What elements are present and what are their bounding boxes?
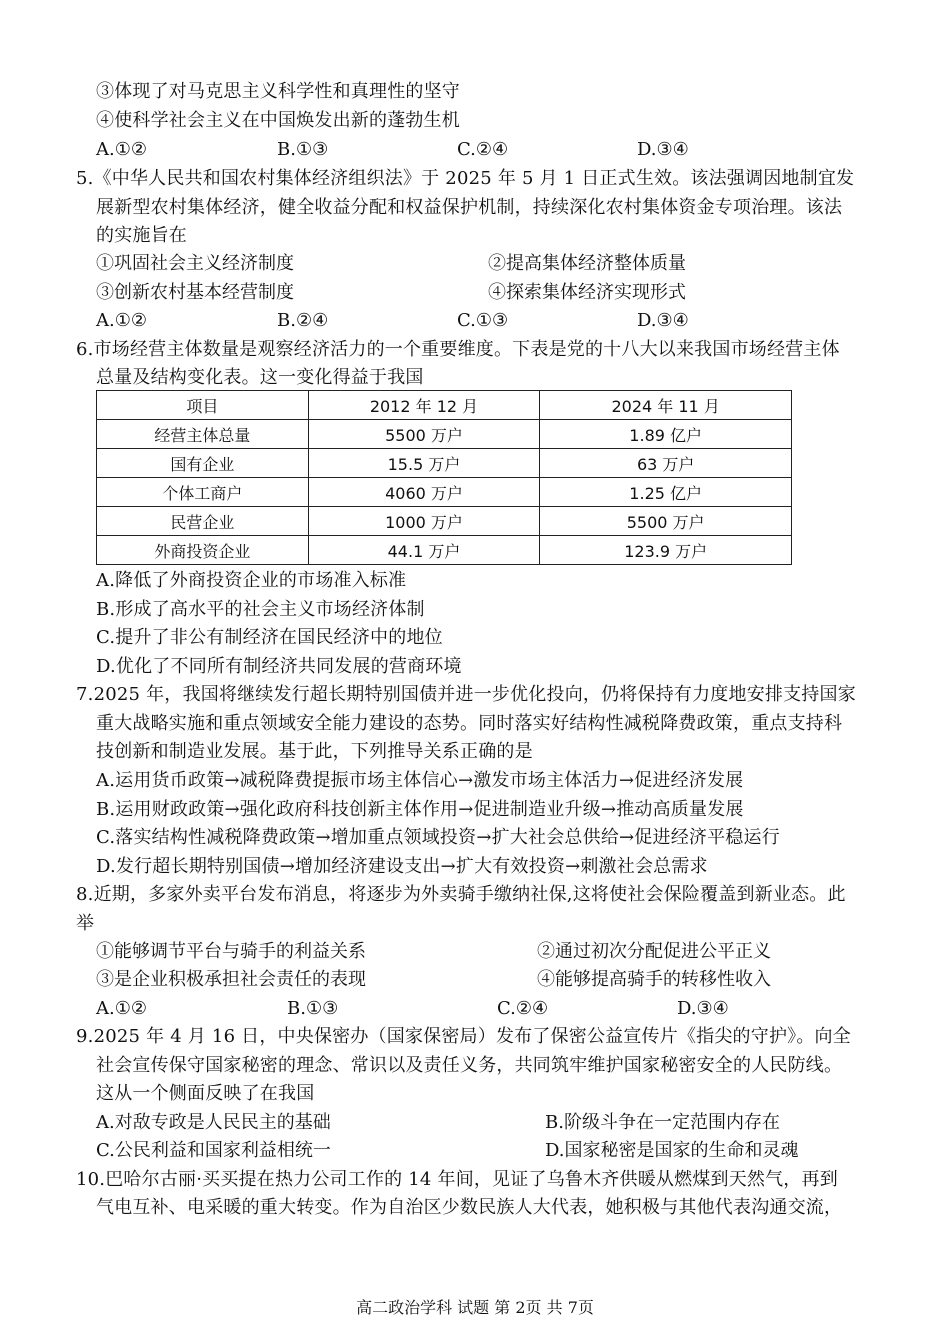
table-cell: 1.25 亿户 [540,478,792,507]
q9-option-d: D.国家秘密是国家的生命和灵魂 [545,1140,799,1161]
q8-option-c: C.②④ [497,998,549,1019]
q5-option-d: D.③④ [637,310,689,331]
table-cell: 民营企业 [97,507,309,536]
q4-statement-3: ③体现了对马克思主义科学性和真理性的坚守 [96,81,460,102]
table-row [97,507,792,536]
q6-option-d: D.优化了不同所有制经济共同发展的营商环境 [96,656,462,677]
table-cell: 15.5 万户 [308,449,540,478]
q7-option-d: D.发行超长期特别国债→增加经济建设支出→扩大有效投资→刺激社会总需求 [96,856,708,877]
q8-statement-2: ②通过初次分配促进公平正义 [537,941,771,962]
q7-option-c: C.落实结构性减税降费政策→增加重点领域投资→扩大社会总供给→促进经济平稳运行 [96,827,780,848]
q6-option-a: A.降低了外商投资企业的市场准入标准 [96,570,407,591]
table-cell: 1000 万户 [308,507,540,536]
q5-statement-3: ③创新农村基本经营制度 [96,282,294,303]
page-footer: 高二政治学科 试题 第 2页 共 7页 [356,1298,594,1317]
q9-option-a: A.对敌专政是人民民主的基础 [96,1112,331,1133]
q9-option-b: B.阶级斗争在一定范围内存在 [545,1112,780,1133]
q10-stem-line-2: 气电互补、电采暖的重大转变。作为自治区少数民族人大代表，她积极与其他代表沟通交流， [96,1197,843,1218]
q6-option-c: C.提升了非公有制经济在国民经济中的地位 [96,627,443,648]
q4-option-b: B.①③ [277,139,329,160]
q5-statement-4: ④探索集体经济实现形式 [488,282,686,303]
q9-stem-line-1: 9.2025 年 4 月 16 日，中央保密办（国家保密局）发布了保密公益宣传片《指尖的守护》。向全 [76,1026,851,1047]
q6-option-b: B.形成了高水平的社会主义市场经济体制 [96,599,425,620]
table-row [97,536,792,565]
q5-option-a: A.①② [96,310,147,331]
q8-statement-4: ④能够提高骑手的转移性收入 [537,969,771,990]
table-header-cell: 2012 年 12 月 [308,391,540,420]
q8-statement-1: ①能够调节平台与骑手的利益关系 [96,941,366,962]
table-header-cell: 项目 [97,391,309,420]
table-row [97,420,792,449]
q5-stem-line-2: 展新型农村集体经济，健全收益分配和权益保护机制，持续深化农村集体资金专项治理。该法 [96,197,843,218]
q9-option-c: C.公民利益和国家利益相统一 [96,1140,331,1161]
q7-stem-line-3: 技创新和制造业发展。基于此，下列推导关系正确的是 [96,741,533,762]
table-cell: 经营主体总量 [97,420,309,449]
table-cell: 4060 万户 [308,478,540,507]
table-cell: 5500 万户 [540,507,792,536]
q4-option-a: A.①② [96,139,147,160]
q9-stem-line-2: 社会宣传保守国家秘密的理念、常识以及责任义务，共同筑牢维护国家秘密安全的人民防线。 [96,1055,843,1076]
table-cell: 63 万户 [540,449,792,478]
market-entity-table [96,390,792,565]
q7-stem-line-1: 7.2025 年，我国将继续发行超长期特别国债并进一步优化投向，仍将保持有力度地安排支持国家 [76,684,856,705]
q7-option-b: B.运用财政政策→强化政府科技创新主体作用→促进制造业升级→推动高质量发展 [96,799,744,820]
table-cell: 外商投资企业 [97,536,309,565]
q10-stem-line-1: 10.巴哈尔古丽·买买提在热力公司工作的 14 年间，见证了乌鲁木齐供暖从燃煤到天然气，再到 [76,1169,838,1190]
table-cell: 44.1 万户 [308,536,540,565]
table-row [97,449,792,478]
q5-option-c: C.①③ [457,310,509,331]
q8-stem-line-1: 8.近期，多家外卖平台发布消息，将逐步为外卖骑手缴纳社保,这将使社会保险覆盖到新业态。此 [76,884,846,905]
table-cell: 国有企业 [97,449,309,478]
q6-stem-line-2: 总量及结构变化表。这一变化得益于我国 [96,367,424,388]
q8-stem-line-2: 举 [76,913,95,934]
q5-option-b: B.②④ [277,310,329,331]
table-header-cell: 2024 年 11 月 [540,391,792,420]
q5-statement-2: ②提高集体经济整体质量 [488,253,686,274]
q6-stem-line-1: 6.市场经营主体数量是观察经济活力的一个重要维度。下表是党的十八大以来我国市场经营主体 [76,339,840,360]
q5-stem-line-3: 的实施旨在 [96,225,187,246]
table-cell: 5500 万户 [308,420,540,449]
q7-option-a: A.运用货币政策→减税降费提振市场主体信心→激发市场主体活力→促进经济发展 [96,770,744,791]
table-header-row [97,391,792,420]
q4-statement-4: ④使科学社会主义在中国焕发出新的蓬勃生机 [96,110,460,131]
table-cell: 1.89 亿户 [540,420,792,449]
q5-statement-1: ①巩固社会主义经济制度 [96,253,294,274]
q4-option-c: C.②④ [457,139,509,160]
table-row [97,478,792,507]
q8-option-b: B.①③ [287,998,339,1019]
q7-stem-line-2: 重大战略实施和重点领域安全能力建设的态势。同时落实好结构性减税降费政策，重点支持科 [96,713,843,734]
q8-option-a: A.①② [96,998,147,1019]
q9-stem-line-3: 这从一个侧面反映了在我国 [96,1083,315,1104]
q4-option-d: D.③④ [637,139,689,160]
q8-option-d: D.③④ [677,998,729,1019]
q5-stem-line-1: 5.《中华人民共和国农村集体经济组织法》于 2025 年 5 月 1 日正式生效。该法强调因地制宜发 [76,168,855,189]
table-cell: 123.9 万户 [540,536,792,565]
table-cell: 个体工商户 [97,478,309,507]
q8-statement-3: ③是企业积极承担社会责任的表现 [96,969,366,990]
